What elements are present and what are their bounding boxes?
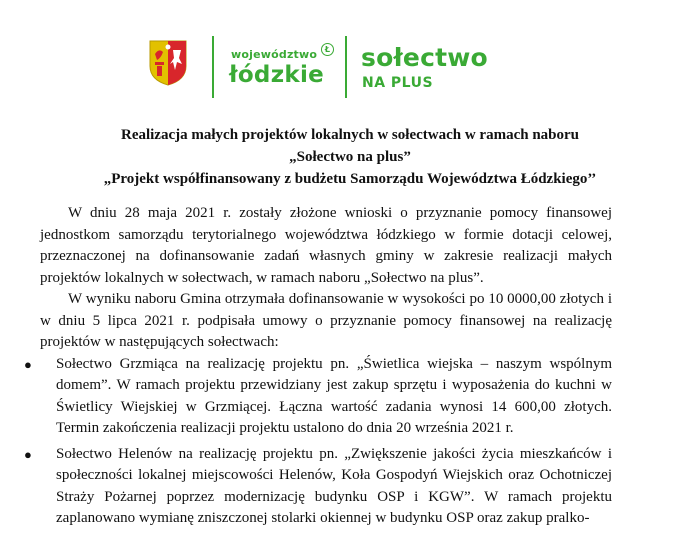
coat-of-arms-icon [149, 40, 187, 86]
title-line-2: „Sołectwo na plus” [289, 149, 411, 165]
bullet-icon: ● [24, 356, 32, 372]
header-logos [149, 36, 489, 100]
bullet-icon: ● [24, 446, 32, 462]
document-body [24, 203, 612, 534]
list-item-text: Sołectwo Grzmiąca na realizację projektu pn. „Świetlica wiejska – naszym wspólnym domem”. W ramach projektu przewidziany jest zakup sprzętu i wyposażenia do kuchni w Świetlicy Wiejskiej w Grzmiącej. Łączna wartość zadania wynosi 14 600,00 złotych. Termin zakończenia realizacji projektu ustalono do dnia 20 września 2021 r. [56, 355, 612, 436]
logo-region-mark: Ł [321, 43, 334, 56]
logo-region-name: łódzkie [229, 62, 325, 88]
list-item-text: Sołectwo Helenów na realizację projektu pn. „Zwiększenie jakości życia mieszkańców i społeczności lokalnej miejscowości Helenów, Koła Gospodyń Wiejskich oraz Ochotniczej Straży Pożarnej poprzez modernizację budynku OSP i KGW”. W ramach projektu zaplanowano wymianę zniszczonej stolarki okiennej w budynku OSP oraz zakup pralko- [56, 445, 612, 526]
title-line-3: „Projekt współfinansowany z budżetu Samorządu Województwa Łódzkiego’’ [103, 171, 597, 187]
logo-divider [212, 36, 214, 98]
logo-program-subtitle: NA PLUS [362, 75, 434, 91]
list-item [24, 354, 612, 440]
title-line-1: Realizacja małych projektów lokalnych w sołectwach w ramach naboru [120, 127, 580, 143]
paragraph-intro: W dniu 28 maja 2021 r. zostały złożone wnioski o przyznanie pomocy finansowej jednostkom samorządu terytorialnego województwa łódzkiego w formie dotacji celowej, przeznaczonej na dofinansowanie zadań własnych gminy w zakresie realizacji małych projektów lokalnych w sołectwach, w ramach naboru „Sołectwo na plus”. [40, 205, 612, 286]
paragraph-funding: W wyniku naboru Gmina otrzymała dofinansowanie w wysokości po 10 0000,00 złotych i w dniu 5 lipca 2021 r. podpisała umowy o przyznanie pomocy finansowej na realizację projektów w następujących sołectwach: [40, 291, 612, 350]
logo-program-name: sołectwo [361, 43, 488, 72]
list-item [24, 444, 612, 530]
logo-region-label: województwo [231, 48, 318, 61]
project-list [24, 354, 612, 530]
document-title [40, 124, 660, 190]
logo-divider [345, 36, 347, 98]
